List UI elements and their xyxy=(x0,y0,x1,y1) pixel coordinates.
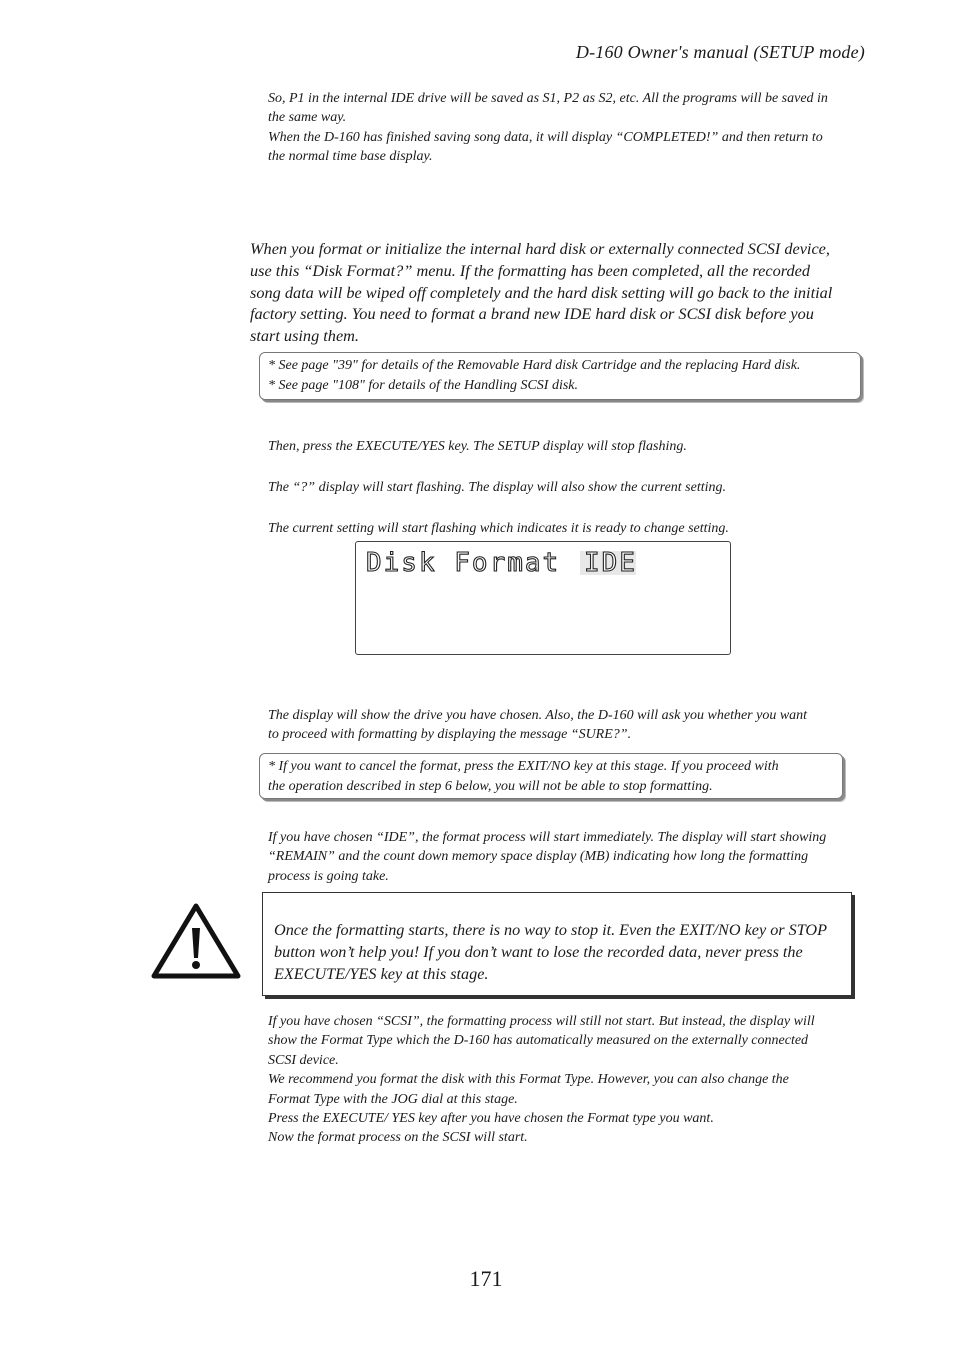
text-line: If you have chosen “SCSI”, the formatting process will still not start. But instead, the display will xyxy=(268,1014,815,1029)
note-line: * If you want to cancel the format, press the EXIT/NO key at this stage. If you proceed with xyxy=(268,759,779,774)
warning-line: button won’t help you! If you don’t want to lose the recorded data, never press the xyxy=(274,943,803,961)
warning-line: EXECUTE/YES key at this stage. xyxy=(274,965,489,983)
warning-triangle-icon xyxy=(150,902,242,980)
text-line: Press the EXECUTE/ YES key after you have chosen the Format type you want. xyxy=(268,1111,714,1127)
text-line: song data will be wiped off completely and the hard disk setting will go back to the initial xyxy=(250,282,833,302)
note-box-cancel xyxy=(259,753,843,799)
step-current-text: The current setting will start flashing which indicates it is ready to change setting. xyxy=(268,521,729,536)
text-line: the same way. xyxy=(268,110,347,126)
text-line: When the D-160 has finished saving song data, it will display “COMPLETED!” and then return to xyxy=(268,129,823,145)
lcd-display xyxy=(355,541,731,655)
text-line: SCSI device. xyxy=(268,1052,339,1068)
page-number: 171 xyxy=(469,1266,503,1291)
step-question-text: The “?” display will start flashing. The display will also show the current setting. xyxy=(268,480,727,495)
text-line: to proceed with formatting by displaying the message “SURE?”. xyxy=(268,727,632,743)
note-line: * See page "39" for details of the Removable Hard disk Cartridge and the replacing Hard disk. xyxy=(268,358,801,373)
text-line: We recommend you format the disk with this Format Type. However, you can also change the xyxy=(268,1072,789,1088)
confirm-paragraph xyxy=(268,706,807,745)
page-header: D-160 Owner's manual (SETUP mode) xyxy=(575,42,865,62)
scsi-paragraph xyxy=(268,1012,815,1148)
warning-box xyxy=(262,892,852,996)
text-line: The display will show the drive you have chosen. Also, the D-160 will ask you whether you want xyxy=(268,708,808,723)
lcd-label: Disk Format xyxy=(366,548,561,578)
text-line: So, P1 in the internal IDE drive will be saved as S1, P2 as S2, etc. All the programs will be saved in xyxy=(268,91,828,106)
text-line: factory setting. You need to format a brand new IDE hard disk or SCSI disk before you xyxy=(250,304,814,324)
lcd-value: IDE xyxy=(584,548,637,578)
text-line: “REMAIN” and the count down memory space display (MB) indicating how long the formatting xyxy=(268,849,809,865)
step-execute-text: Then, press the EXECUTE/YES key. The SETUP display will stop flashing. xyxy=(268,439,687,454)
note-line: the operation described in step 6 below, you will not be able to stop formatting. xyxy=(268,778,713,794)
text-line: Format Type with the JOG dial at this stage. xyxy=(268,1091,518,1107)
note-line: * See page "108" for details of the Handling SCSI disk. xyxy=(268,377,579,393)
text-line: the normal time base display. xyxy=(268,149,433,165)
note-box-page-references xyxy=(259,352,861,400)
text-line: process is going take. xyxy=(268,868,389,884)
text-line: When you format or initialize the internal hard disk or externally connected SCSI device, xyxy=(250,239,830,258)
intro-paragraph xyxy=(268,89,828,167)
text-line: If you have chosen “IDE”, the format process will start immediately. The display will start showing xyxy=(268,830,827,845)
ide-paragraph xyxy=(268,828,826,886)
description-paragraph xyxy=(250,238,832,347)
warning-line: Once the formatting starts, there is no way to stop it. Even the EXIT/NO key or STOP xyxy=(274,921,828,939)
text-line: use this “Disk Format?” menu. If the formatting has been completed, all the recorded xyxy=(250,260,810,280)
text-line: Now the format process on the SCSI will start. xyxy=(268,1130,528,1146)
text-line: start using them. xyxy=(250,326,360,346)
text-line: show the Format Type which the D-160 has automatically measured on the externally connected xyxy=(268,1033,809,1049)
